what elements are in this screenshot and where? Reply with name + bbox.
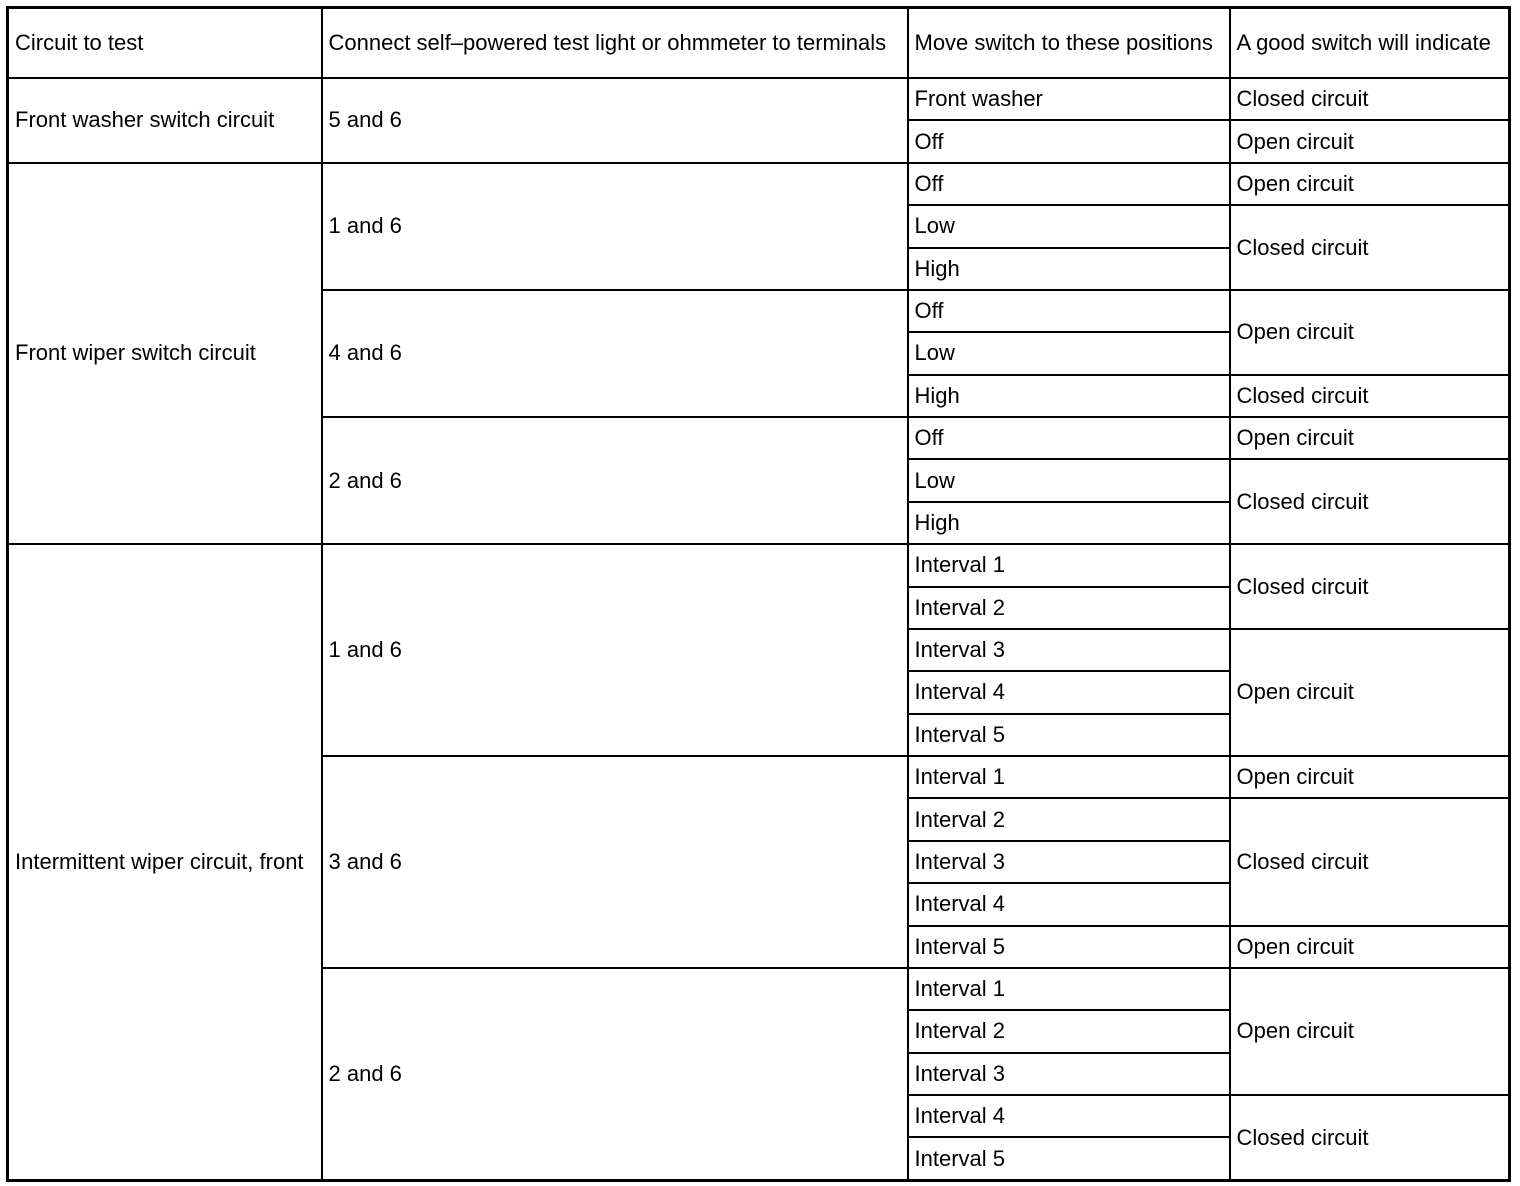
indication-cell: Open circuit <box>1230 968 1510 1095</box>
position-cell: Interval 2 <box>908 798 1230 840</box>
position-cell: Off <box>908 163 1230 205</box>
switch-test-table <box>6 6 1511 1182</box>
indication-cell: Open circuit <box>1230 290 1510 375</box>
header-circuit: Circuit to test <box>8 8 322 79</box>
position-cell: Interval 5 <box>908 926 1230 968</box>
indication-cell: Closed circuit <box>1230 1095 1510 1181</box>
position-cell: Interval 5 <box>908 714 1230 756</box>
position-cell: Interval 4 <box>908 1095 1230 1137</box>
position-cell: Low <box>908 459 1230 501</box>
position-cell: Interval 3 <box>908 1053 1230 1095</box>
indication-cell: Closed circuit <box>1230 78 1510 120</box>
position-cell: Off <box>908 120 1230 162</box>
position-cell: Interval 2 <box>908 1010 1230 1052</box>
header-row <box>8 8 1510 79</box>
indication-cell: Closed circuit <box>1230 375 1510 417</box>
circuit-cell: Front washer switch circuit <box>8 78 322 163</box>
position-cell: Interval 4 <box>908 883 1230 925</box>
indication-cell: Open circuit <box>1230 629 1510 756</box>
terminals-cell: 2 and 6 <box>322 968 908 1181</box>
indication-cell: Closed circuit <box>1230 459 1510 544</box>
position-cell: High <box>908 375 1230 417</box>
position-cell: Low <box>908 332 1230 374</box>
position-cell: Interval 3 <box>908 841 1230 883</box>
indication-cell: Open circuit <box>1230 163 1510 205</box>
terminals-cell: 5 and 6 <box>322 78 908 163</box>
header-indication: A good switch will indicate <box>1230 8 1510 79</box>
indication-cell: Closed circuit <box>1230 798 1510 925</box>
terminals-cell: 4 and 6 <box>322 290 908 417</box>
position-cell: Low <box>908 205 1230 247</box>
position-cell: High <box>908 248 1230 290</box>
position-cell: Off <box>908 290 1230 332</box>
indication-cell: Closed circuit <box>1230 205 1510 290</box>
position-cell: Interval 5 <box>908 1137 1230 1180</box>
header-positions: Move switch to these positions <box>908 8 1230 79</box>
indication-cell: Open circuit <box>1230 417 1510 459</box>
table-row <box>8 544 1510 586</box>
terminals-cell: 2 and 6 <box>322 417 908 544</box>
circuit-cell: Front wiper switch circuit <box>8 163 322 544</box>
header-terminals: Connect self–powered test light or ohmmeter to terminals <box>322 8 908 79</box>
table-row <box>8 163 1510 205</box>
position-cell: Front washer <box>908 78 1230 120</box>
position-cell: Interval 1 <box>908 544 1230 586</box>
terminals-cell: 1 and 6 <box>322 163 908 290</box>
position-cell: Interval 3 <box>908 629 1230 671</box>
position-cell: High <box>908 502 1230 544</box>
indication-cell: Open circuit <box>1230 120 1510 162</box>
indication-cell: Open circuit <box>1230 756 1510 798</box>
position-cell: Interval 1 <box>908 756 1230 798</box>
table-row <box>8 78 1510 120</box>
indication-cell: Closed circuit <box>1230 544 1510 629</box>
terminals-cell: 3 and 6 <box>322 756 908 968</box>
position-cell: Interval 1 <box>908 968 1230 1010</box>
position-cell: Interval 2 <box>908 587 1230 629</box>
position-cell: Interval 4 <box>908 671 1230 713</box>
table-body <box>8 78 1510 1181</box>
indication-cell: Open circuit <box>1230 926 1510 968</box>
terminals-cell: 1 and 6 <box>322 544 908 756</box>
position-cell: Off <box>908 417 1230 459</box>
circuit-cell: Intermittent wiper circuit, front <box>8 544 322 1180</box>
